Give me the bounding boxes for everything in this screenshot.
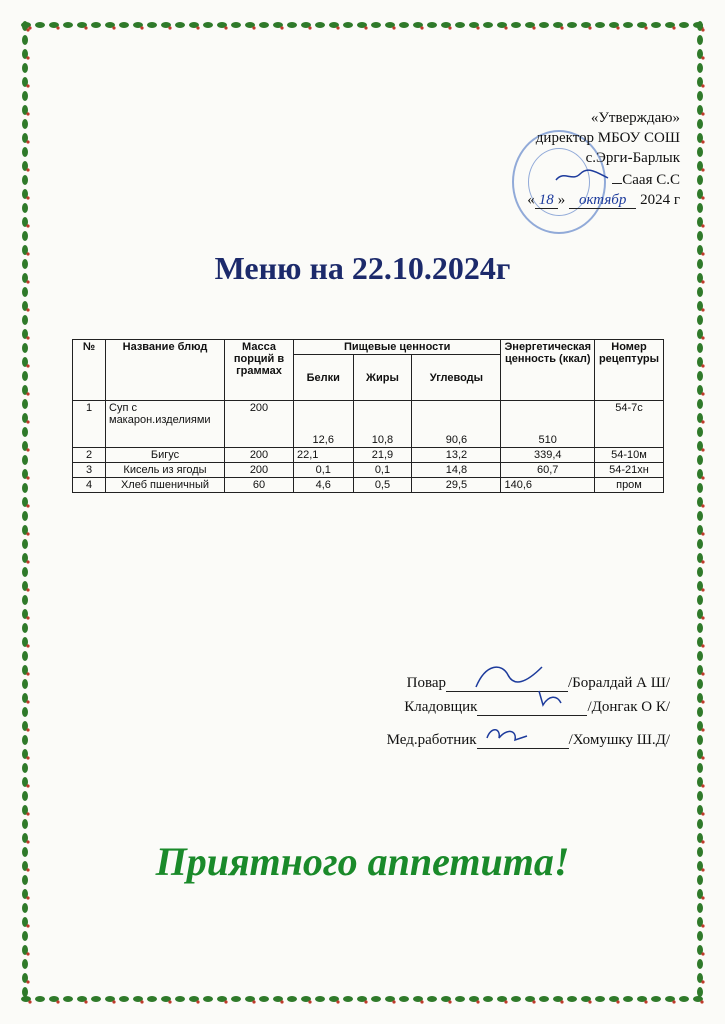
- approval-director-line: [420, 168, 680, 190]
- date-open-quote: «: [527, 192, 535, 208]
- footer-greeting: Приятного аппетита!: [155, 839, 570, 884]
- storekeeper-signature-mark: [477, 687, 587, 713]
- cell-carbs: 14,8: [412, 463, 501, 478]
- cell-proteins: 12,6: [294, 401, 354, 448]
- cell-carbs: 29,5: [412, 478, 501, 493]
- table-row: [73, 401, 664, 448]
- cell-fats: 0,1: [353, 463, 412, 478]
- cell-mass: 200: [225, 463, 294, 478]
- medic-signature-mark: [477, 722, 569, 746]
- cell-num: 3: [73, 463, 106, 478]
- cell-carbs: 90,6: [412, 401, 501, 448]
- page-title: Меню на 22.10.2024г: [214, 250, 511, 286]
- header-mass: Масса порций в граммах: [225, 340, 294, 401]
- header-num: №: [73, 340, 106, 401]
- bottom-border-garland: [20, 992, 705, 1006]
- date-year: 2024 г: [640, 192, 680, 208]
- signature-role: Мед.работник: [386, 732, 477, 748]
- cook-signature-mark: [446, 659, 568, 689]
- approval-line-2: директор МБОУ СОШ: [535, 130, 680, 146]
- cell-name: Хлеб пшеничный: [106, 478, 225, 493]
- cell-fats: 0,5: [353, 478, 412, 493]
- header-energy: Энергетическая ценность (ккал): [501, 340, 595, 401]
- cell-name: Кисель из ягоды: [106, 463, 225, 478]
- header-carbs: Углеводы: [412, 355, 501, 401]
- cell-mass: 200: [225, 401, 294, 448]
- cell-proteins: 22,1: [294, 448, 354, 463]
- signature-role: Кладовщик: [404, 699, 478, 715]
- cell-energy: 60,7: [501, 463, 595, 478]
- cell-recipe: 54-21хн: [595, 463, 664, 478]
- signature-medic: [387, 732, 670, 749]
- cell-mass: 200: [225, 448, 294, 463]
- approval-line-1: «Утверждаю»: [590, 110, 680, 126]
- table-row: [73, 478, 664, 493]
- cell-carbs: 13,2: [412, 448, 501, 463]
- cell-proteins: 4,6: [294, 478, 354, 493]
- approval-block: [420, 108, 680, 210]
- menu-table: [72, 339, 664, 493]
- cell-name: Суп с макарон.изделиями: [106, 401, 225, 448]
- signature-role: Повар: [406, 675, 446, 691]
- approval-date: [420, 190, 680, 210]
- signature-name: /Хомушку Ш.Д/: [568, 732, 670, 748]
- header-recipe: Номер рецептуры: [595, 340, 664, 401]
- cell-recipe: 54-10м: [595, 448, 664, 463]
- header-proteins: Белки: [294, 355, 354, 401]
- cell-recipe: пром: [595, 478, 664, 493]
- cell-fats: 21,9: [353, 448, 412, 463]
- cell-num: 2: [73, 448, 106, 463]
- cell-fats: 10,8: [353, 401, 412, 448]
- director-signature: [552, 168, 612, 184]
- date-day: 18: [535, 192, 558, 209]
- approval-line-3: с.Эрги-Барлык: [585, 150, 680, 166]
- director-name: Саая С.С: [622, 172, 680, 188]
- table-row: [73, 448, 664, 463]
- header-name: Название блюд: [106, 340, 225, 401]
- header-nutrition: Пищевые ценности: [294, 340, 501, 355]
- signature-storekeeper: [404, 699, 670, 716]
- table-row: [73, 463, 664, 478]
- header-fats: Жиры: [353, 355, 412, 401]
- top-border-garland: [20, 18, 705, 32]
- signature-name: /Боралдай А Ш/: [567, 675, 670, 691]
- cell-energy: 339,4: [501, 448, 595, 463]
- cell-recipe: 54-7с: [595, 401, 664, 448]
- cell-energy: 510: [501, 401, 595, 448]
- cell-num: 1: [73, 401, 106, 448]
- cell-proteins: 0,1: [294, 463, 354, 478]
- signature-name: /Донгак О К/: [587, 699, 670, 715]
- date-month: октябр: [569, 192, 636, 209]
- cell-name: Бигус: [106, 448, 225, 463]
- date-close-quote: »: [557, 192, 566, 208]
- cell-mass: 60: [225, 478, 294, 493]
- cell-energy: 140,6: [501, 478, 595, 493]
- cell-num: 4: [73, 478, 106, 493]
